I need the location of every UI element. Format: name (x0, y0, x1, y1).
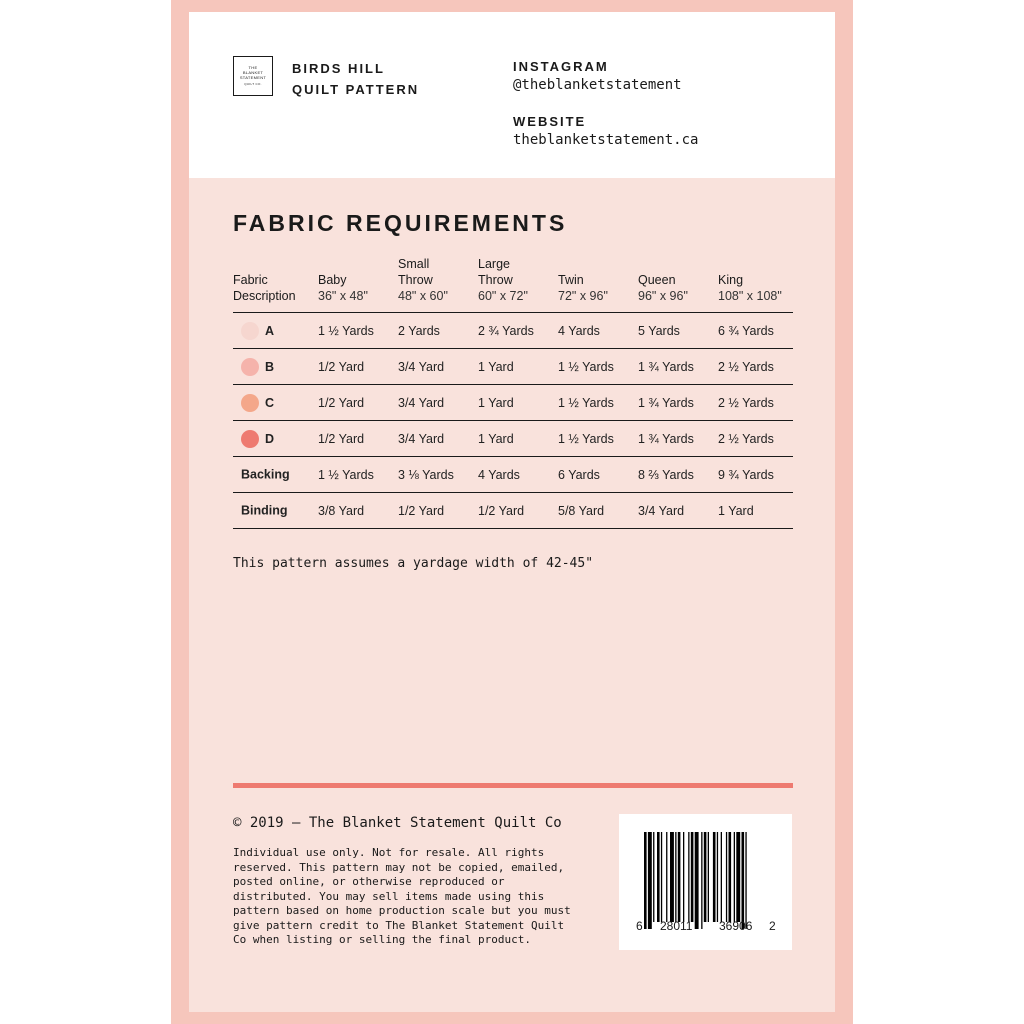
column-header-line1 (318, 256, 398, 272)
barcode-bar (644, 832, 647, 929)
barcode-bar (713, 832, 716, 922)
column-header-line2: King (718, 273, 744, 287)
fabric-label-cell (233, 385, 318, 421)
barcode-digit: 2 (769, 919, 776, 933)
yardage-note: This pattern assumes a yardage width of 42-45" (233, 556, 594, 571)
column-header (398, 252, 478, 313)
barcode-bar (683, 832, 684, 922)
legal-notice: Individual use only. Not for resale. All rights reserved. This pattern may not be copied, emailed, posted online, or otherwise reproduced or distributed. You may sell items made using this pattern based on home production scale but you must give pattern credit to The Blanket Statement Quilt Co when listing or selling the final product. (233, 846, 571, 946)
column-header-line1: Small (398, 257, 430, 271)
table-header-row (233, 252, 793, 313)
fabric-label: D (265, 431, 275, 446)
column-header-line3: Description (233, 289, 296, 303)
column-header-line3: 48" x 60" (398, 289, 448, 303)
column-header-line2: Throw (398, 273, 433, 287)
yardage-cell: 1/2 Yard (318, 385, 398, 421)
column-header-line2: Fabric (233, 273, 268, 287)
column-header (718, 252, 793, 313)
barcode-bar (657, 832, 660, 922)
website-label: WEBSITE (513, 114, 587, 129)
column-header (638, 252, 718, 313)
fabric-requirements-table (233, 252, 793, 529)
column-header (478, 252, 558, 313)
coral-divider (233, 783, 793, 788)
barcode-bar (721, 832, 722, 922)
fabric-label: Binding (241, 503, 288, 518)
fabric-label: A (265, 323, 275, 338)
instagram-label: INSTAGRAM (513, 59, 609, 74)
table-row (233, 457, 793, 493)
barcode-bar (675, 832, 676, 922)
column-header-line1 (718, 256, 793, 272)
barcode-digit: 28011 (660, 919, 693, 933)
yardage-cell: 1/2 Yard (318, 421, 398, 457)
fabric-swatch (241, 430, 259, 448)
column-header-line2: Throw (478, 273, 513, 287)
barcode-bar (742, 832, 745, 929)
fabric-label-cell (233, 493, 318, 529)
yardage-cell: 6 ¾ Yards (718, 313, 793, 349)
table-row (233, 421, 793, 457)
yardage-cell: 2 ¾ Yards (478, 313, 558, 349)
yardage-cell: 6 Yards (558, 457, 638, 493)
yardage-cell: 1 ½ Yards (318, 457, 398, 493)
fabric-label: B (265, 359, 275, 374)
yardage-cell: 1 ½ Yards (558, 349, 638, 385)
barcode-bar (734, 832, 735, 922)
yardage-cell: 1 Yard (478, 385, 558, 421)
barcode-bar (701, 832, 702, 929)
barcode-digit: 36906 (719, 919, 753, 933)
barcode-bar (691, 832, 694, 922)
barcode-bar (708, 832, 709, 922)
column-header-line3: 72" x 96" (558, 289, 608, 303)
yardage-cell: 1/2 Yard (478, 493, 558, 529)
column-header-line1 (638, 256, 718, 272)
table-row (233, 493, 793, 529)
brand-logo (233, 56, 273, 96)
yardage-cell: 3 ⅛ Yards (398, 457, 478, 493)
column-header-line3: 60" x 72" (478, 289, 528, 303)
fabric-label: Backing (241, 467, 290, 482)
barcode-bar (729, 832, 732, 922)
yardage-cell: 1 Yard (718, 493, 793, 529)
fabric-label-cell (233, 421, 318, 457)
yardage-cell: 1 ¾ Yards (638, 385, 718, 421)
yardage-cell: 1 ¾ Yards (638, 421, 718, 457)
section-title: FABRIC REQUIREMENTS (233, 210, 568, 236)
fabric-swatch (241, 322, 259, 340)
logo-line: BLANKET (242, 70, 264, 75)
yardage-cell: 1 Yard (478, 421, 558, 457)
yardage-cell: 1 ¾ Yards (638, 349, 718, 385)
table-row (233, 349, 793, 385)
yardage-cell: 3/4 Yard (638, 493, 718, 529)
fabric-swatch (241, 358, 259, 376)
column-header (233, 252, 318, 313)
barcode-bar (695, 832, 699, 929)
table-row (233, 385, 793, 421)
yardage-cell: 1 ½ Yards (318, 313, 398, 349)
yardage-cell: 1/2 Yard (318, 349, 398, 385)
fabric-label: C (265, 395, 275, 410)
barcode-bar (653, 832, 654, 922)
barcode-bar (704, 832, 707, 922)
barcode-bar (666, 832, 667, 922)
yardage-cell: 2 ½ Yards (718, 385, 793, 421)
barcode-bar (726, 832, 727, 922)
logo-line: THE (248, 65, 258, 70)
instagram-handle[interactable]: @theblanketstatement (513, 77, 682, 93)
yardage-cell: 1 ½ Yards (558, 385, 638, 421)
table-row (233, 313, 793, 349)
pattern-title-line1: BIRDS HILL (292, 61, 385, 76)
barcode (619, 814, 792, 950)
barcode-bar (670, 832, 674, 922)
header-panel (189, 12, 835, 178)
yardage-cell: 3/4 Yard (398, 349, 478, 385)
barcode-bar (661, 832, 662, 922)
pattern-title (292, 58, 419, 100)
column-header-line2: Queen (638, 273, 676, 287)
barcode-digit: 6 (636, 919, 643, 933)
barcode-bar (648, 832, 652, 929)
column-header-line2: Twin (558, 273, 584, 287)
column-header-line3: 96" x 96" (638, 289, 688, 303)
barcode-bar (688, 832, 689, 922)
yardage-cell: 4 Yards (478, 457, 558, 493)
barcode-bar (678, 832, 681, 922)
column-header-line1: Large (478, 257, 510, 271)
yardage-cell: 3/4 Yard (398, 421, 478, 457)
yardage-cell: 3/8 Yard (318, 493, 398, 529)
column-header-line1 (233, 256, 318, 272)
fabric-label-cell (233, 313, 318, 349)
yardage-cell: 2 ½ Yards (718, 349, 793, 385)
column-header-line3: 108" x 108" (718, 289, 782, 303)
yardage-cell: 2 ½ Yards (718, 421, 793, 457)
pattern-title-line2: QUILT PATTERN (292, 82, 420, 97)
column-header (558, 252, 638, 313)
yardage-cell: 4 Yards (558, 313, 638, 349)
yardage-cell: 2 Yards (398, 313, 478, 349)
column-header-line1 (558, 256, 638, 272)
fabric-label-cell (233, 457, 318, 493)
yardage-cell: 8 ⅔ Yards (638, 457, 718, 493)
copyright-text: © 2019 – The Blanket Statement Quilt Co (233, 815, 562, 831)
yardage-cell: 3/4 Yard (398, 385, 478, 421)
logo-line: STATEMENT (239, 75, 267, 80)
yardage-cell: 1 ½ Yards (558, 421, 638, 457)
barcode-bars (619, 814, 792, 950)
barcode-bar (736, 832, 740, 922)
barcode-bar (717, 832, 718, 922)
yardage-cell: 5 Yards (638, 313, 718, 349)
column-header (318, 252, 398, 313)
fabric-swatch (241, 394, 259, 412)
yardage-cell: 1/2 Yard (398, 493, 478, 529)
barcode-bar (745, 832, 746, 929)
column-header-line3: 36" x 48" (318, 289, 368, 303)
yardage-cell: 1 Yard (478, 349, 558, 385)
yardage-cell: 5/8 Yard (558, 493, 638, 529)
logo-line: QUILT CO. (244, 82, 262, 86)
yardage-cell: 9 ¾ Yards (718, 457, 793, 493)
fabric-label-cell (233, 349, 318, 385)
column-header-line2: Baby (318, 273, 347, 287)
website-link[interactable]: theblanketstatement.ca (513, 132, 699, 148)
